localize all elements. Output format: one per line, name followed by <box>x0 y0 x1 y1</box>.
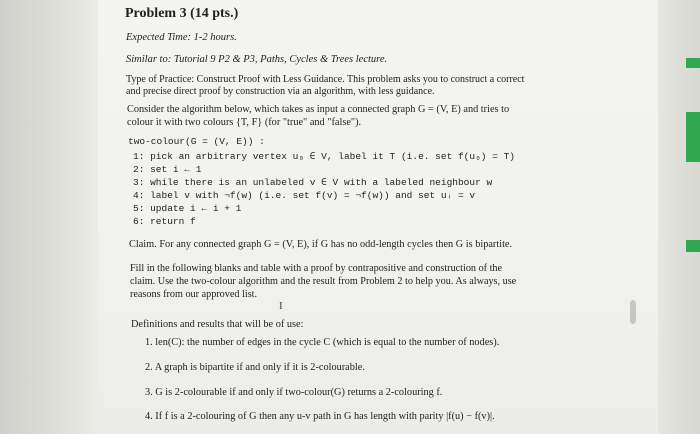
scrollbar-thumb[interactable] <box>630 300 636 324</box>
problem-title: Problem 3 (14 pts.) <box>125 6 239 21</box>
text-cursor-icon: I <box>279 300 283 312</box>
algorithm-line: 5: update i ← i + 1 <box>133 203 242 214</box>
similar-to: Similar to: Tutorial 9 P2 & P3, Paths, Cycles & Trees lecture. <box>126 54 388 65</box>
fill-line-3: reasons from our approved list. <box>130 289 258 300</box>
definitions-heading: Definitions and results that will be of use: <box>131 319 304 330</box>
algorithm-line: 4: label v with ¬f(w) (i.e. set f(v) = ¬f(w)) and set uᵢ = v <box>133 190 476 201</box>
consider-line-1: Consider the algorithm below, which takes as input a connected graph G = (V, E) and tries to <box>127 104 510 115</box>
algorithm-line: 6: return f <box>133 216 196 227</box>
green-tab-2 <box>686 112 700 162</box>
claim-text: Claim. For any connected graph G = (V, E), if G has no odd-length cycles then G is bipartite. <box>129 239 513 250</box>
definition-item: 4. If f is a 2-colouring of G then any u-v path in G has length with parity |f(u) − f(v)|. <box>145 411 495 422</box>
practice-type-line-2: and precise direct proof by construction via an algorithm, with less guidance. <box>126 86 435 97</box>
algorithm-line: 2: set i ← 1 <box>133 164 202 175</box>
fill-line-2: claim. Use the two-colour algorithm and the result from Problem 2 to help you. As always, use <box>130 276 517 287</box>
practice-type-line-1: Type of Practice: Construct Proof with Less Guidance. This problem asks you to construct a correct <box>126 74 525 85</box>
green-tab-1 <box>686 58 700 68</box>
definition-item: 3. G is 2-colourable if and only if two-colour(G) returns a 2-colouring f. <box>145 387 443 398</box>
expected-time: Expected Time: 1-2 hours. <box>126 32 237 43</box>
green-tab-3 <box>686 240 700 252</box>
definition-item: 2. A graph is bipartite if and only if it is 2-colourable. <box>145 362 365 373</box>
fill-line-1: Fill in the following blanks and table with a proof by contrapositive and construction of the <box>130 263 503 274</box>
definition-item: 1. len(C): the number of edges in the cycle C (which is equal to the number of nodes). <box>145 337 500 348</box>
algorithm-header: two-colour(G = (V, E)) : <box>128 136 265 147</box>
consider-line-2: colour it with two colours {T, F} (for "true" and "false"). <box>127 117 362 128</box>
algorithm-line: 3: while there is an unlabeled v ∈ V with a labeled neighbour w <box>133 177 493 188</box>
background-left <box>0 0 98 434</box>
algorithm-line: 1: pick an arbitrary vertex u₀ ∈ V, label it T (i.e. set f(u₀) = T) <box>133 151 515 162</box>
